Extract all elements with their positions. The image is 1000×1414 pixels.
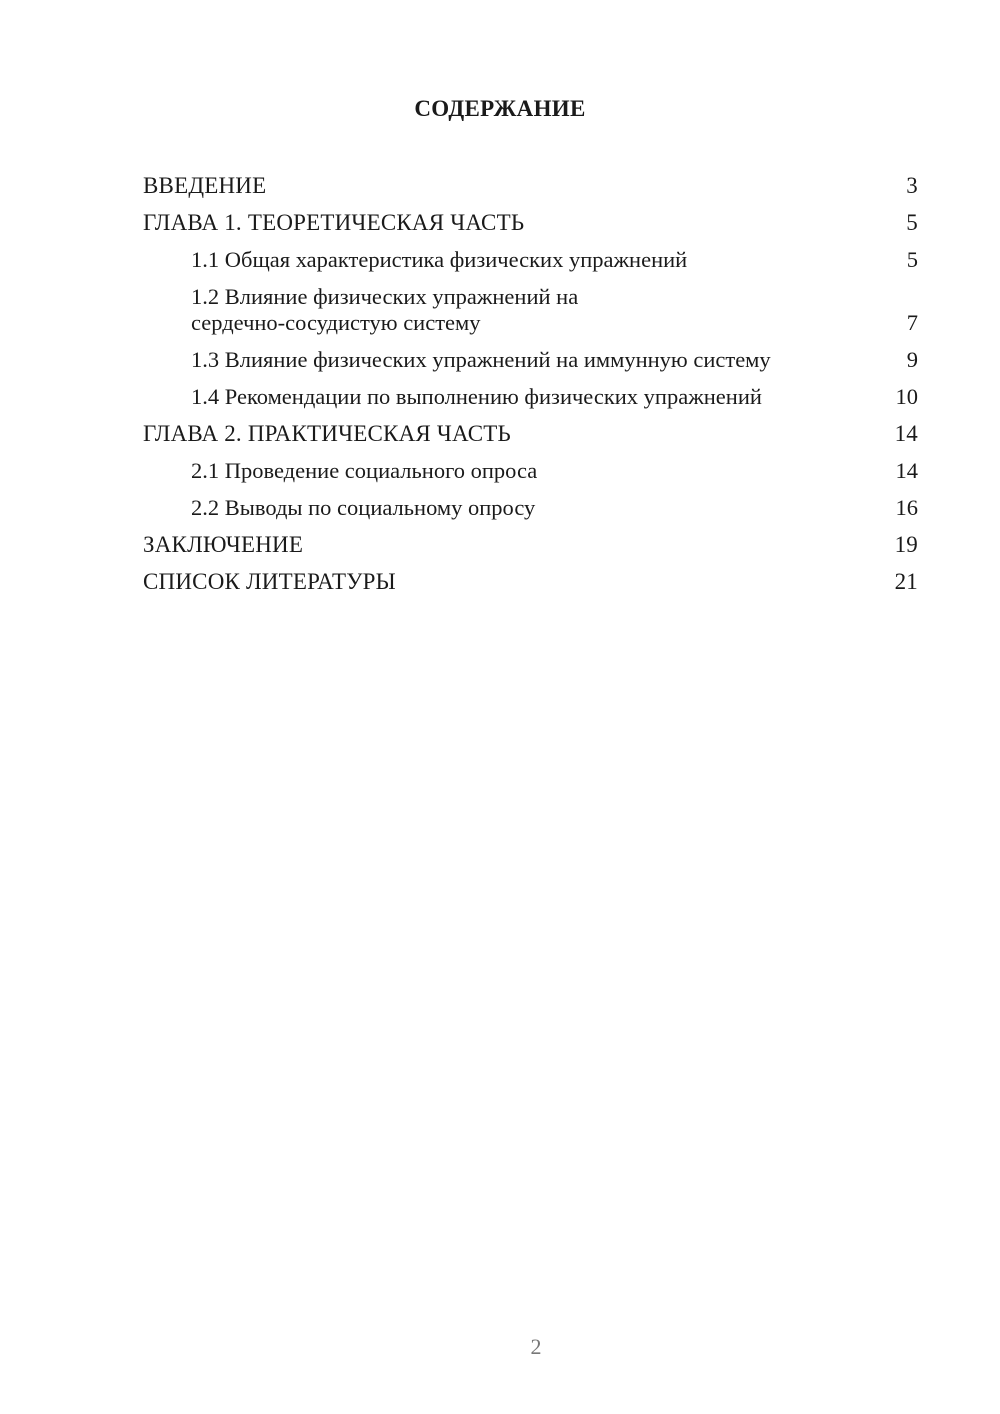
toc-entry-section-2-1[interactable] — [143, 453, 918, 490]
toc-entry-page: 5 — [906, 247, 918, 272]
toc-entry-label: 1.1 Общая характеристика физических упражнений — [191, 247, 688, 272]
toc-entry-label: ВВЕДЕНИЕ — [143, 173, 267, 198]
toc-entry-page: 3 — [906, 173, 918, 198]
toc-entry-label: 1.4 Рекомендации по выполнению физических упражнений — [191, 384, 762, 409]
page-number: 2 — [530, 1334, 542, 1359]
toc-entry-references[interactable] — [143, 564, 918, 601]
toc-entry-page: 9 — [906, 347, 918, 372]
toc-entry-page: 14 — [895, 458, 918, 483]
toc-entry-section-1-3[interactable] — [143, 342, 918, 379]
toc-entry-chapter-2[interactable] — [143, 416, 918, 453]
toc-entry-label: ГЛАВА 2. ПРАКТИЧЕСКАЯ ЧАСТЬ — [143, 421, 511, 446]
toc-entry-page: 19 — [894, 532, 918, 557]
table-of-contents — [143, 168, 918, 601]
toc-entry-conclusion[interactable] — [143, 527, 918, 564]
toc-entry-section-1-1[interactable] — [143, 242, 918, 279]
toc-entry-label: ЗАКЛЮЧЕНИЕ — [143, 532, 304, 557]
toc-entry-label: 1.2 Влияние физических упражнений на сердечно-сосудистую систему — [191, 284, 579, 335]
toc-entry-introduction[interactable] — [143, 168, 918, 205]
toc-entry-label: 2.2 Выводы по социальному опросу — [191, 495, 536, 520]
toc-entry-page: 10 — [895, 384, 918, 409]
toc-entry-page: 7 — [906, 310, 918, 335]
toc-entry-section-2-2[interactable] — [143, 490, 918, 527]
toc-entry-page: 21 — [894, 569, 918, 594]
page-title: СОДЕРЖАНИЕ — [414, 96, 586, 121]
toc-entry-section-1-4[interactable] — [143, 379, 918, 416]
toc-entry-chapter-1[interactable] — [143, 205, 918, 242]
toc-entry-label: ГЛАВА 1. ТЕОРЕТИЧЕСКАЯ ЧАСТЬ — [143, 210, 525, 235]
toc-entry-page: 5 — [906, 210, 918, 235]
toc-entry-page: 14 — [894, 421, 918, 446]
toc-entry-label: СПИСОК ЛИТЕРАТУРЫ — [143, 569, 396, 594]
toc-entry-section-1-2[interactable] — [143, 279, 918, 342]
toc-entry-page: 16 — [895, 495, 918, 520]
toc-entry-label: 1.3 Влияние физических упражнений на иммунную систему — [191, 347, 771, 372]
toc-entry-label: 2.1 Проведение социального опроса — [191, 458, 538, 483]
